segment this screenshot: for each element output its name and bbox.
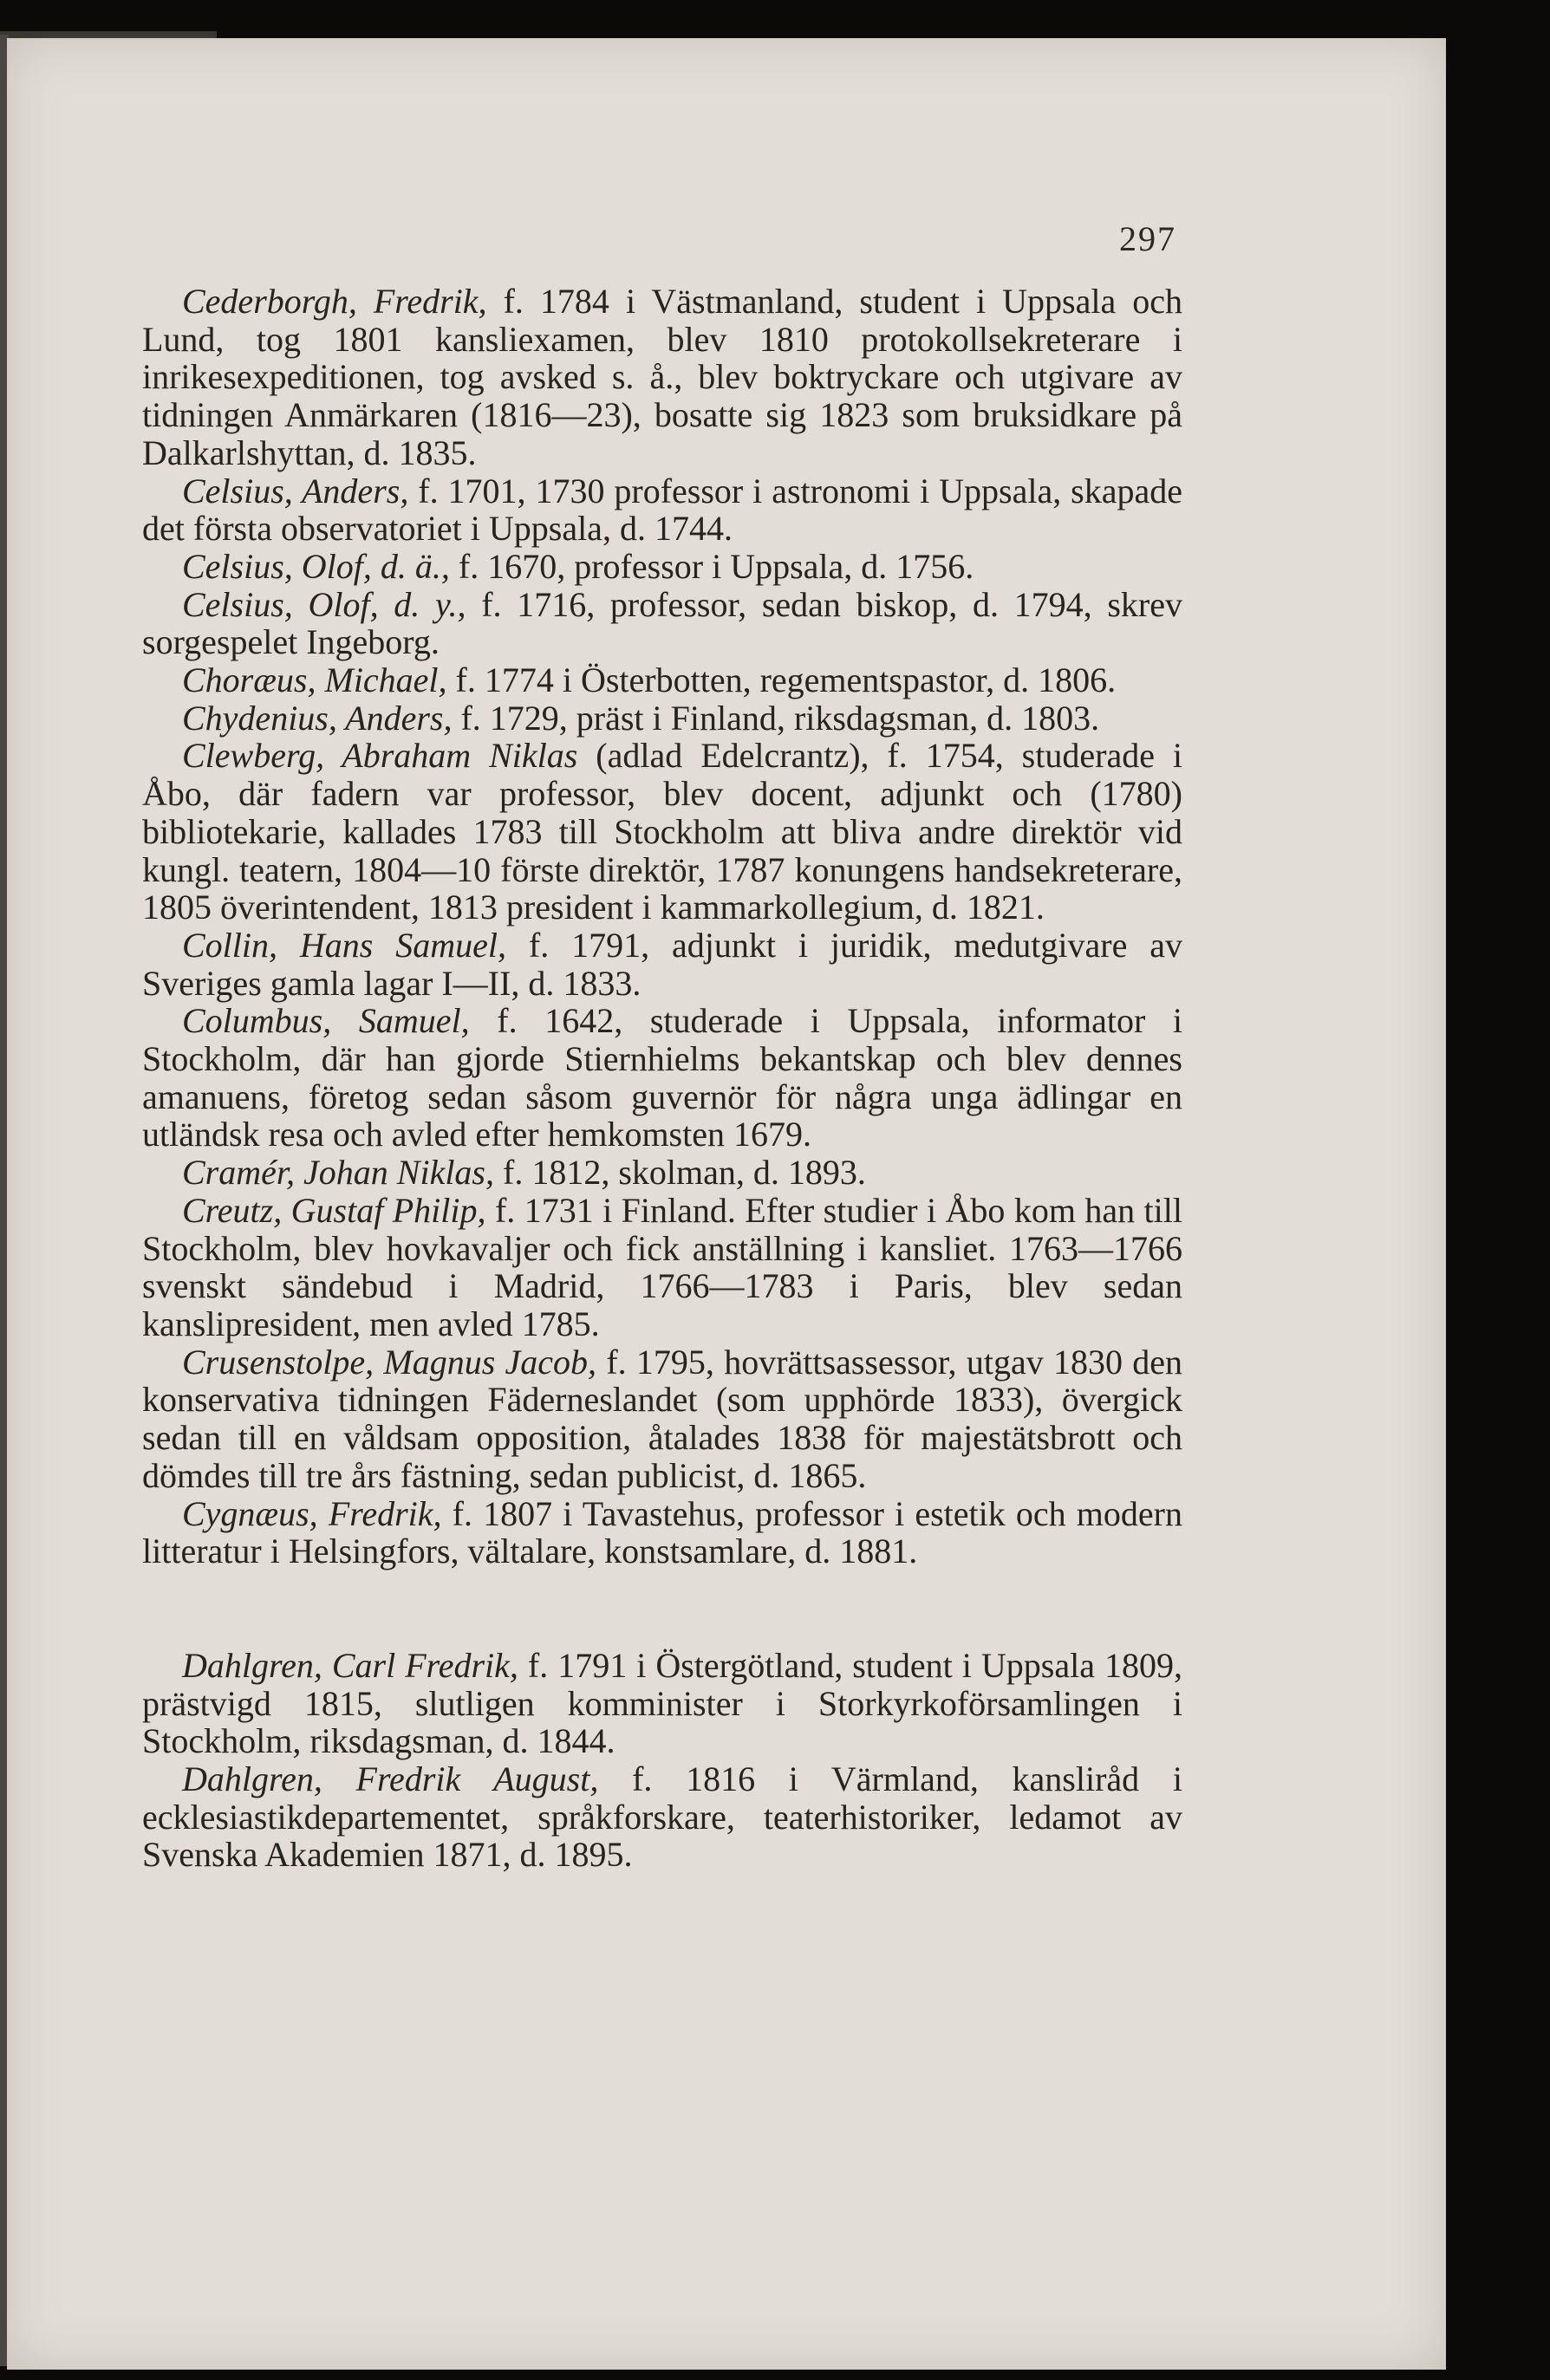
entry: [142, 1647, 1182, 1760]
entry-text: f. 1791, adjunkt i juridik, medutgivare av Sveriges gamla lagar I—II, d. 1833.: [142, 925, 1182, 1003]
entry-name: Cygnæus, Fredrik,: [182, 1493, 442, 1533]
entry-name: Dahlgren, Fredrik August,: [182, 1759, 599, 1799]
entry-text: f. 1729, präst i Finland, riksdagsman, d. 1803.: [452, 698, 1100, 738]
entry: [142, 548, 1182, 586]
entry: [142, 927, 1182, 1002]
entry-name: Collin, Hans Samuel,: [182, 925, 507, 965]
entry: [142, 699, 1182, 738]
scan-edge-top: [0, 31, 217, 38]
entry-name: Clewberg, Abraham Niklas: [182, 736, 578, 776]
entry: [142, 1002, 1182, 1154]
entry: [142, 1154, 1182, 1192]
entry-name: Cederborgh, Fredrik,: [182, 282, 487, 321]
entry-name: Crusenstolpe, Magnus Jacob,: [182, 1342, 597, 1382]
entry-text: f. 1816 i Värmland, kansliråd i ecklesiastikdepartementet, språkforskare, teaterhistoriker, ledamot av Svenska Akademien 1871, d. 1895.: [142, 1759, 1182, 1875]
entry: [142, 737, 1182, 927]
entries-d: [142, 1647, 1182, 1874]
entry-text: f. 1642, studerade i Uppsala, informator i Stockholm, där han gjorde Stiernhielms bekantskap och blev dennes amanuens, företog sedan såsom guvernör för några unga ädlingar en utländsk resa och avled efter hemkomsten 1679.: [142, 1001, 1183, 1154]
entry-text: (adlad Edelcrantz), f. 1754, studerade i Åbo, där fadern var professor, blev docent, adjunkt och (1780) bibliotekarie, kallades 1783 till Stockholm att bliva andre direktör vid kungl. teatern, 1804—10 förste direktör, 1787 konungens handsekreterare, 1805 överintendent, 1813 president i kammarkollegium, d. 1821.: [142, 736, 1183, 927]
entry-text: f. 1774 i Österbotten, regementspastor, d. 1806.: [446, 660, 1117, 700]
entry-name: Creutz, Gustaf Philip,: [182, 1190, 486, 1230]
entry: [142, 661, 1182, 699]
entry: [142, 283, 1182, 472]
entry: [142, 1343, 1182, 1495]
section-gap: [142, 1570, 1182, 1647]
entry-text: f. 1670, professor i Uppsala, d. 1756.: [449, 546, 974, 586]
entry: [142, 1760, 1182, 1874]
entry-name: Celsius, Olof, d. ä.,: [182, 546, 450, 586]
entries-c: [142, 283, 1182, 1570]
entry-text: f. 1812, skolman, d. 1893.: [494, 1153, 866, 1193]
entry-text: f. 1784 i Västmanland, student i Uppsala och Lund, tog 1801 kansliexamen, blev 1810 protokollsekreterare i inrikesexpeditionen, tog avsked s. å., blev boktryckare och utgivare av tidningen Anmärkaren (1816—23), bosatte sig 1823 som bruksidkare på Dalkarlshyttan, d. 1835.: [142, 282, 1182, 472]
entry-text: f. 1791 i Östergötland, student i Uppsala 1809, prästvigd 1815, slutligen komminister i Storkyrkoförsamlingen i Stockholm, riksdagsman, d. 1844.: [142, 1645, 1182, 1761]
entry-text: f. 1731 i Finland. Efter studier i Åbo kom han till Stockholm, blev hovkavaljer och fick anställning i kansliet. 1763—1766 svenskt sändebud i Madrid, 1766—1783 i Paris, blev sedan kanslipresident, men avled 1785.: [142, 1190, 1182, 1343]
entry-text: f. 1807 i Tavastehus, professor i estetik och modern litteratur i Helsingfors, vältalare, konstsamlare, d. 1881.: [142, 1493, 1182, 1571]
page-number: 297: [1119, 219, 1176, 258]
entry-name: Cramér, Johan Niklas,: [182, 1153, 494, 1193]
entry: [142, 1192, 1182, 1343]
page-text: [142, 283, 1182, 1874]
book-page: [7, 38, 1446, 2370]
entry-name: Choræus, Michael,: [182, 660, 447, 700]
entry-name: Celsius, Anders,: [182, 471, 409, 510]
entry-text: f. 1701, 1730 professor i astronomi i Uppsala, skapade det första observatoriet i Uppsala, d. 1744.: [142, 471, 1183, 549]
entry: [142, 1495, 1182, 1570]
entry-text: f. 1716, professor, sedan biskop, d. 1794, skrev sorgespelet Ingeborg.: [142, 584, 1183, 662]
entry: [142, 586, 1182, 661]
entry: [142, 472, 1182, 548]
entry-text: f. 1795, hovrättsassessor, utgav 1830 den konservativa tidningen Fäderneslandet (som upphörde 1833), övergick sedan till en våldsam opposition, åtalades 1838 för majestätsbrott och dömdes till tre års fästning, sedan publicist, d. 1865.: [142, 1342, 1182, 1495]
entry-name: Columbus, Samuel,: [182, 1001, 470, 1041]
entry-name: Dahlgren, Carl Fredrik,: [182, 1645, 518, 1685]
entry-name: Celsius, Olof, d. y.,: [182, 584, 466, 624]
entry-name: Chydenius, Anders,: [182, 698, 453, 738]
